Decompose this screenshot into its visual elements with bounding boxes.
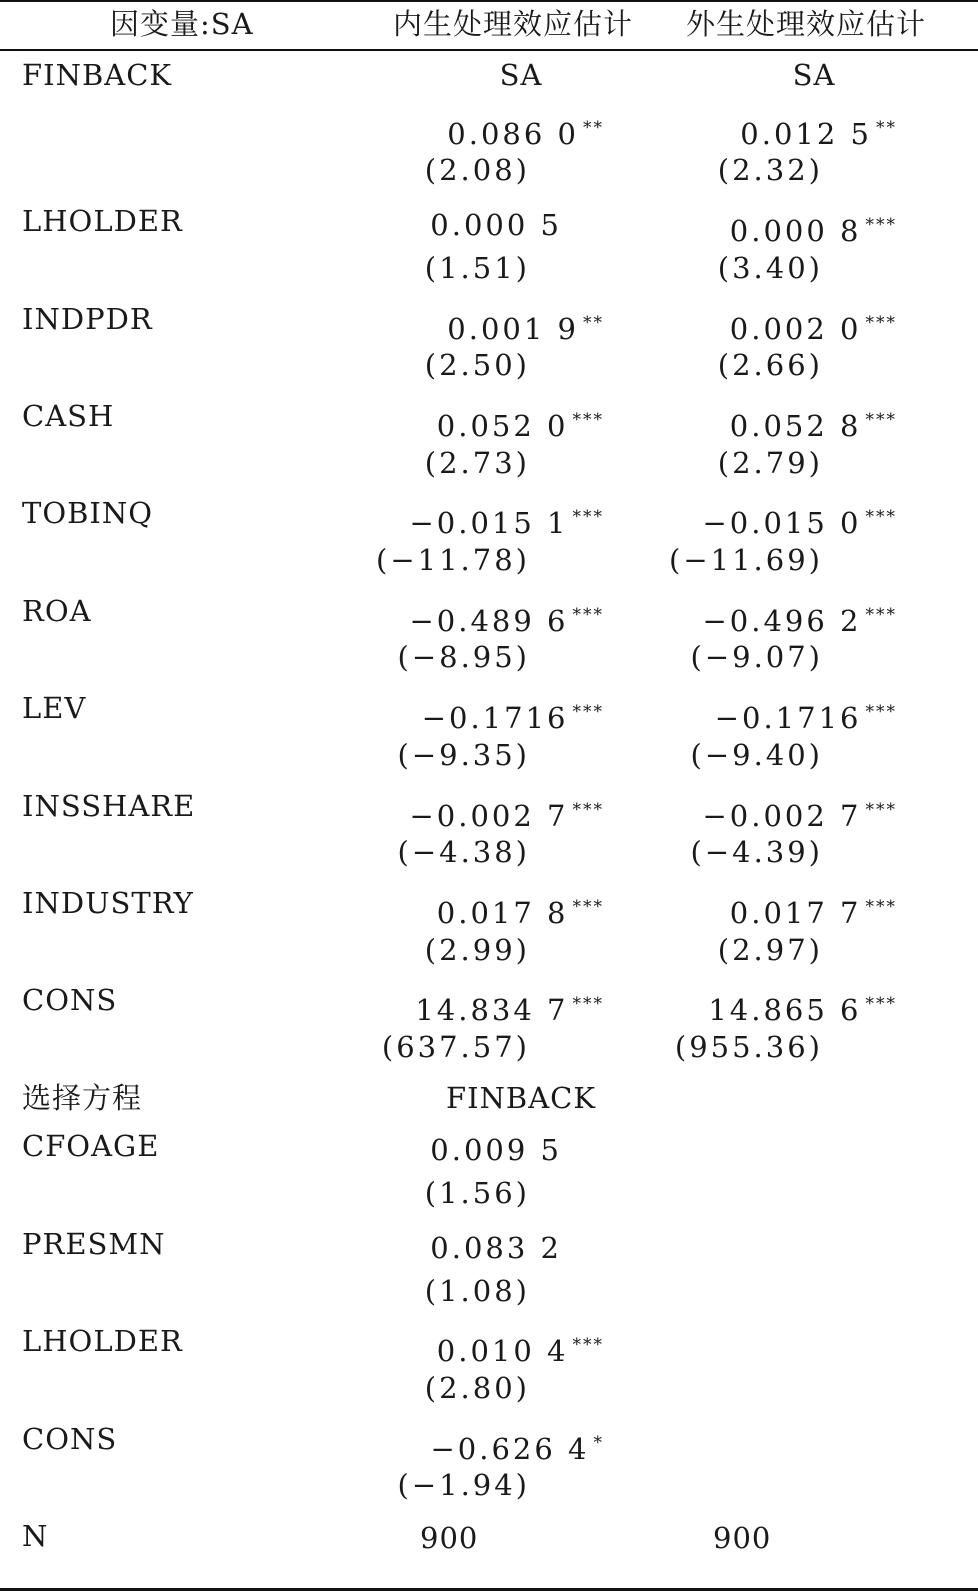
coefficient-value bbox=[740, 111, 897, 151]
coefficient-number: 14.865 6 bbox=[708, 993, 862, 1027]
t-statistic: (2.50) bbox=[424, 348, 530, 382]
t-statistic: (2.73) bbox=[424, 446, 530, 480]
significance-stars: *** bbox=[865, 994, 897, 1014]
t-statistic: (−9.07) bbox=[690, 640, 823, 674]
coefficient-value bbox=[715, 695, 897, 735]
significance-stars: *** bbox=[865, 507, 897, 527]
significance-stars: *** bbox=[572, 507, 604, 527]
coefficient-number: −0.1716 bbox=[421, 701, 569, 735]
coefficient-number: 0.009 5 bbox=[430, 1133, 562, 1167]
t-statistic: (2.99) bbox=[424, 933, 530, 967]
coefficient-value bbox=[410, 793, 605, 833]
coefficient-number: −0.015 0 bbox=[702, 506, 862, 540]
significance-stars: * bbox=[593, 1433, 604, 1453]
t-statistic: (−11.78) bbox=[376, 543, 530, 577]
row-label: INDUSTRY bbox=[22, 886, 194, 920]
t-statistic: (637.57) bbox=[381, 1030, 530, 1064]
coefficient-number: 0.083 2 bbox=[430, 1231, 562, 1265]
t-statistic: (−1.94) bbox=[397, 1468, 530, 1502]
coefficient-number: 0.017 7 bbox=[729, 896, 862, 930]
significance-stars: *** bbox=[865, 800, 897, 820]
top-rule bbox=[0, 0, 978, 2]
t-statistic: (−4.38) bbox=[397, 835, 530, 869]
observations-count: 900 bbox=[713, 1521, 772, 1555]
column-model-label: SA bbox=[792, 58, 836, 92]
row-label: CONS bbox=[22, 983, 118, 1017]
significance-stars: *** bbox=[572, 897, 604, 917]
coefficient-value bbox=[410, 500, 605, 540]
coefficient-value bbox=[730, 890, 897, 930]
significance-stars: *** bbox=[865, 313, 897, 333]
coefficient-number: 0.010 4 bbox=[436, 1334, 569, 1368]
coefficient-value bbox=[422, 695, 604, 735]
t-statistic: (2.97) bbox=[717, 933, 823, 967]
coefficient-number: −0.002 7 bbox=[409, 799, 569, 833]
t-statistic: (2.80) bbox=[424, 1371, 530, 1405]
significance-stars: *** bbox=[865, 702, 897, 722]
t-statistic: (2.79) bbox=[717, 446, 823, 480]
row-label: CONS bbox=[22, 1422, 118, 1456]
coefficient-number: 0.012 5 bbox=[740, 117, 872, 151]
significance-stars: ** bbox=[583, 118, 604, 138]
coefficient-value bbox=[430, 1133, 604, 1167]
coefficient-value bbox=[430, 1231, 604, 1265]
coefficient-number: −0.489 6 bbox=[409, 604, 569, 638]
t-statistic: (2.66) bbox=[717, 348, 823, 382]
significance-stars: *** bbox=[865, 215, 897, 235]
significance-stars: *** bbox=[865, 897, 897, 917]
significance-stars: *** bbox=[572, 702, 604, 722]
observations-count: 900 bbox=[420, 1521, 479, 1555]
coefficient-value bbox=[708, 987, 897, 1027]
significance-stars: *** bbox=[572, 410, 604, 430]
coefficient-number: −0.1716 bbox=[714, 701, 862, 735]
coefficient-number: −0.626 4 bbox=[430, 1432, 590, 1466]
t-statistic: (2.08) bbox=[424, 153, 530, 187]
coefficient-number: 14.834 7 bbox=[415, 993, 569, 1027]
row-label: INDPDR bbox=[22, 302, 153, 336]
header-dependent-variable: 因变量:SA bbox=[110, 7, 254, 41]
coefficient-value bbox=[410, 598, 605, 638]
significance-stars: *** bbox=[865, 605, 897, 625]
row-label: LEV bbox=[22, 691, 87, 725]
coefficient-number: −0.002 7 bbox=[702, 799, 862, 833]
coefficient-value bbox=[703, 793, 898, 833]
row-label: LHOLDER bbox=[22, 204, 183, 238]
t-statistic: (2.32) bbox=[717, 153, 823, 187]
coefficient-value bbox=[430, 208, 604, 242]
significance-stars: *** bbox=[865, 410, 897, 430]
coefficient-number: 0.017 8 bbox=[436, 896, 569, 930]
coefficient-value bbox=[703, 500, 898, 540]
coefficient-number: 0.052 8 bbox=[729, 409, 862, 443]
t-statistic: (3.40) bbox=[717, 251, 823, 285]
significance-stars: *** bbox=[572, 1335, 604, 1355]
row-label: TOBINQ bbox=[22, 496, 154, 530]
column-model-label: SA bbox=[499, 58, 543, 92]
coefficient-value bbox=[703, 598, 898, 638]
coefficient-value bbox=[431, 1426, 605, 1466]
coefficient-number: −0.496 2 bbox=[702, 604, 862, 638]
coefficient-value bbox=[730, 403, 897, 443]
row-label: ROA bbox=[22, 594, 92, 628]
t-statistic: (−8.95) bbox=[397, 640, 530, 674]
header-endogenous-treatment: 内生处理效应估计 bbox=[393, 7, 634, 41]
coefficient-number: 0.002 0 bbox=[729, 312, 862, 346]
coefficient-value bbox=[730, 208, 897, 248]
header-exogenous-treatment: 外生处理效应估计 bbox=[686, 7, 927, 41]
t-statistic: (1.56) bbox=[424, 1176, 530, 1210]
significance-stars: ** bbox=[583, 313, 604, 333]
t-statistic: (955.36) bbox=[674, 1030, 823, 1064]
coefficient-value bbox=[447, 306, 604, 346]
coefficient-value bbox=[447, 111, 604, 151]
coefficient-number: 0.001 9 bbox=[447, 312, 579, 346]
coefficient-value bbox=[415, 987, 604, 1027]
t-statistic: (−9.40) bbox=[690, 738, 823, 772]
header-rule bbox=[0, 49, 978, 51]
coefficient-value bbox=[437, 1328, 604, 1368]
t-statistic: (−4.39) bbox=[690, 835, 823, 869]
significance-stars: *** bbox=[572, 994, 604, 1014]
coefficient-number: −0.015 1 bbox=[409, 506, 569, 540]
row-label: INSSHARE bbox=[22, 789, 196, 823]
row-label: CFOAGE bbox=[22, 1129, 160, 1163]
coefficient-number: 0.000 5 bbox=[430, 208, 562, 242]
coefficient-number: 0.000 8 bbox=[729, 214, 862, 248]
row-label: CASH bbox=[22, 399, 115, 433]
row-label: FINBACK bbox=[22, 58, 173, 92]
row-label: N bbox=[22, 1519, 49, 1553]
t-statistic: (−9.35) bbox=[397, 738, 530, 772]
t-statistic: (1.08) bbox=[424, 1274, 530, 1308]
row-label: LHOLDER bbox=[22, 1324, 183, 1358]
coefficient-value bbox=[437, 890, 604, 930]
significance-stars: *** bbox=[572, 605, 604, 625]
significance-stars: *** bbox=[572, 800, 604, 820]
t-statistic: (−11.69) bbox=[669, 543, 823, 577]
column-model-label: FINBACK bbox=[445, 1081, 597, 1115]
coefficient-value bbox=[437, 403, 604, 443]
row-label: 选择方程 bbox=[22, 1081, 143, 1115]
bottom-rule bbox=[0, 1588, 978, 1591]
coefficient-number: 0.052 0 bbox=[436, 409, 569, 443]
coefficient-value bbox=[730, 306, 897, 346]
t-statistic: (1.51) bbox=[424, 251, 530, 285]
significance-stars: ** bbox=[876, 118, 897, 138]
row-label: PRESMN bbox=[22, 1227, 166, 1261]
coefficient-number: 0.086 0 bbox=[447, 117, 579, 151]
